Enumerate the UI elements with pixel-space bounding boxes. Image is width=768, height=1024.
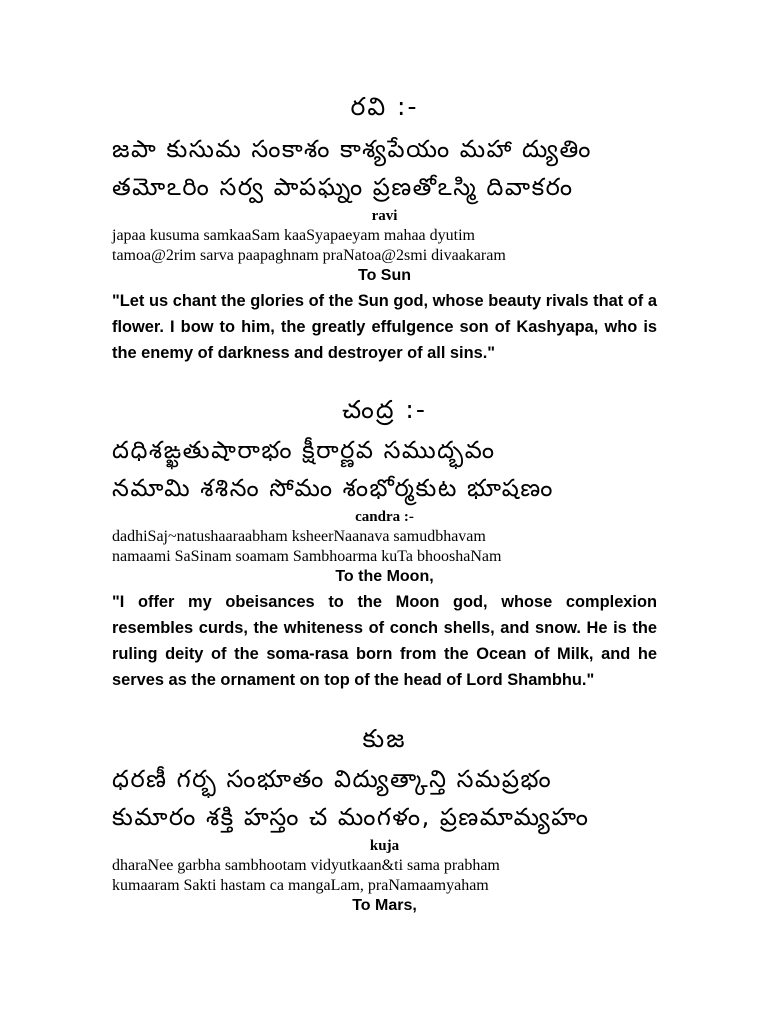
transliteration-title: candra :- <box>355 509 414 525</box>
english-title: To the Moon, <box>335 568 434 585</box>
transliteration-title: kuja <box>369 838 400 854</box>
verse-line: కుమారం శక్తి హస్తం చ మంగళం, ప్రణమామ్యహం <box>112 803 590 831</box>
verse-line: దధిశఙ్ఖతుషారాభం క్షీరార్ణవ సముద్భవం <box>112 436 496 464</box>
transliteration-line: kumaaram Sakti hastam ca mangaLam, praNamaamyaham <box>112 877 489 894</box>
transliteration-line: tamoa@2rim sarva paapaghnam praNatoa@2smi divaakaram <box>112 247 506 264</box>
transliteration-line: dadhiSaj~natushaaraabham ksheerNaanava samudbhavam <box>112 528 486 545</box>
section-ravi <box>112 92 657 366</box>
english-translation: "Let us chant the glories of the Sun god, whose beauty rivals that of a flower. I bow to him, the greatly effulgence son of Kashyapa, who is the enemy of darkness and destroyer of all sins." <box>112 292 657 362</box>
verse-line: తమోఽరిం సర్వ పాపఘ్నం ప్రణతోఽస్మి దివాకరం <box>112 173 574 201</box>
english-title: To Mars, <box>352 897 417 914</box>
section-heading: రవి :- <box>350 92 419 121</box>
english-translation: "I offer my obeisances to the Moon god, whose complexion resembles curds, the whiteness of conch shells, and snow. He is the ruling deity of the soma-rasa born from the Ocean of Milk, and he serves as the ornament on top of the head of Lord Shambhu." <box>112 593 657 689</box>
verse-line: ధరణీ గర్భ సంభూతం విద్యుత్కాన్తి సమప్రభం <box>112 765 553 793</box>
transliteration-line: namaami SaSinam soamam Sambhoarma kuTa bhooshaNam <box>112 548 502 565</box>
verse-line: నమామి శశినం సోమం శంభోర్మకుట భూషణం <box>112 474 554 502</box>
english-title: To Sun <box>357 267 412 284</box>
section-kuja <box>112 724 657 916</box>
section-heading: కుజ <box>362 724 407 753</box>
transliteration-title: ravi <box>371 208 398 224</box>
verse-line: జపా కుసుమ సంకాశం కాశ్యపేయం మహా ద్యుతిం <box>112 135 592 163</box>
transliteration-line: dharaNee garbha sambhootam vidyutkaan&ti sama prabham <box>112 857 500 874</box>
section-candra <box>112 395 657 693</box>
section-heading: చంద్ర :- <box>342 395 427 424</box>
transliteration-line: japaa kusuma samkaaSam kaaSyapaeyam mahaa dyutim <box>112 227 475 244</box>
